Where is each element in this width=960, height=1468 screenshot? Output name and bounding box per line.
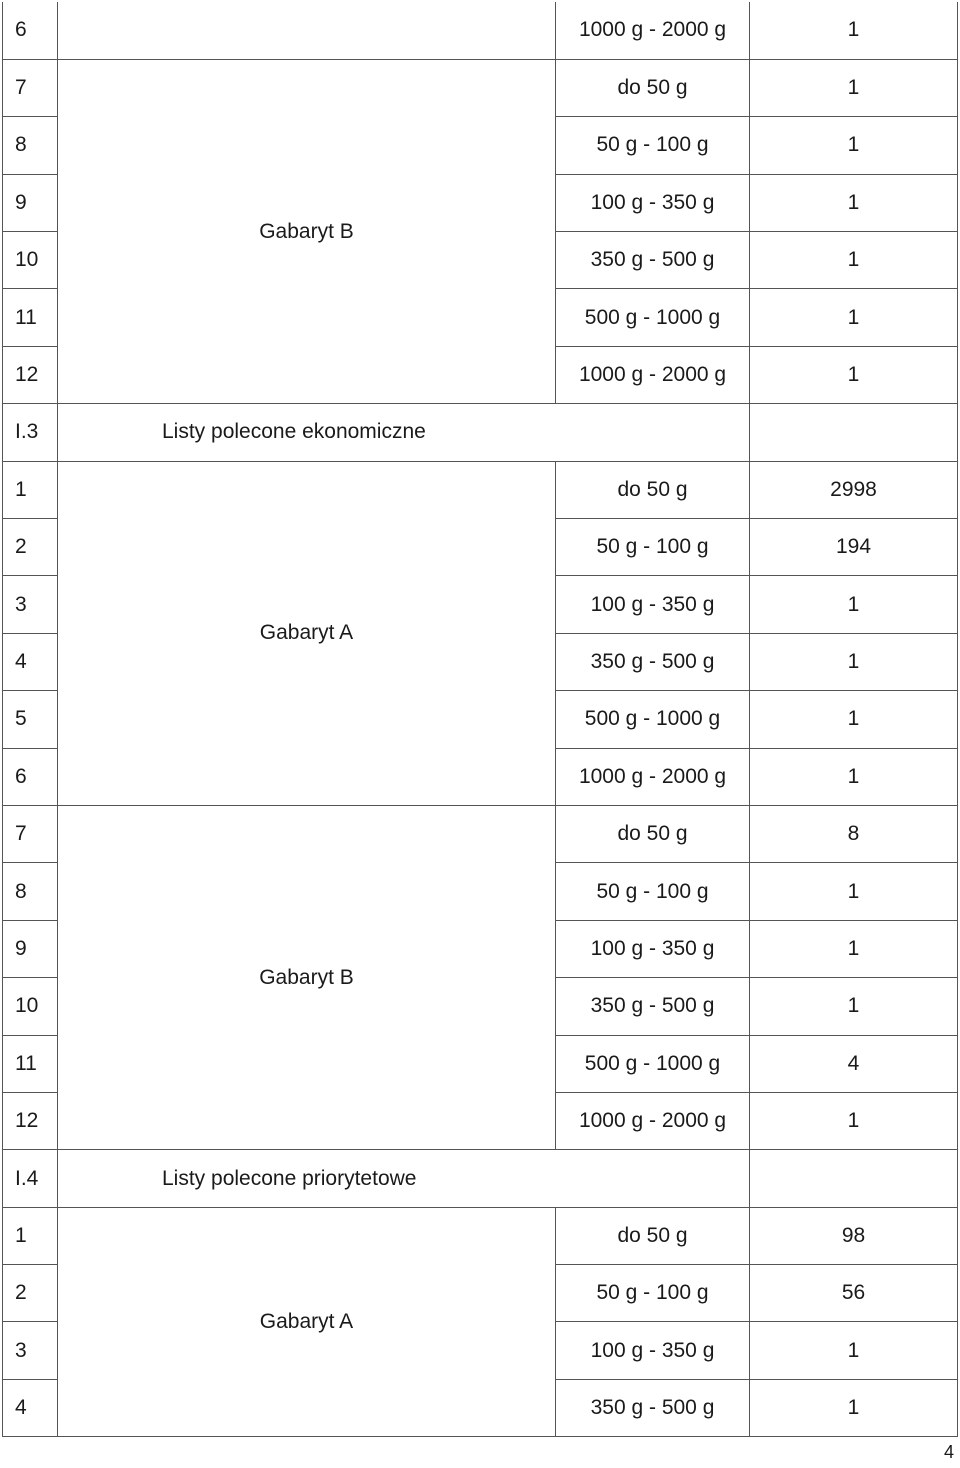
item-count: 1 bbox=[750, 863, 958, 920]
weight-range: 500 g - 1000 g bbox=[556, 289, 750, 346]
row-number: 3 bbox=[3, 1322, 58, 1379]
section-header-row bbox=[3, 1150, 958, 1207]
item-count: 98 bbox=[750, 1207, 958, 1264]
size-group-cell: Gabaryt B bbox=[58, 59, 556, 403]
row-number: 11 bbox=[3, 1035, 58, 1092]
item-count: 1 bbox=[750, 346, 958, 403]
table-body bbox=[3, 2, 958, 1437]
weight-range: do 50 g bbox=[556, 461, 750, 518]
row-number: 8 bbox=[3, 117, 58, 174]
item-count: 1 bbox=[750, 2, 958, 59]
item-count: 1 bbox=[750, 576, 958, 633]
weight-range: 500 g - 1000 g bbox=[556, 1035, 750, 1092]
weight-range: do 50 g bbox=[556, 59, 750, 116]
row-number: 12 bbox=[3, 346, 58, 403]
item-count: 1 bbox=[750, 117, 958, 174]
size-group-cell: Gabaryt A bbox=[58, 1207, 556, 1437]
weight-range: 50 g - 100 g bbox=[556, 1265, 750, 1322]
weight-range: 1000 g - 2000 g bbox=[556, 346, 750, 403]
item-count: 8 bbox=[750, 805, 958, 862]
weight-range: 50 g - 100 g bbox=[556, 519, 750, 576]
row-number: 4 bbox=[3, 1379, 58, 1436]
item-count: 1 bbox=[750, 1092, 958, 1149]
weight-range: 100 g - 350 g bbox=[556, 576, 750, 633]
table-row bbox=[3, 805, 958, 862]
page-number: 4 bbox=[943, 1442, 954, 1462]
row-number: 12 bbox=[3, 1092, 58, 1149]
item-count: 1 bbox=[750, 633, 958, 690]
row-number: 9 bbox=[3, 174, 58, 231]
section-title: Listy polecone priorytetowe bbox=[58, 1150, 750, 1207]
parcel-count-table bbox=[2, 2, 958, 1437]
weight-range: 500 g - 1000 g bbox=[556, 691, 750, 748]
weight-range: 350 g - 500 g bbox=[556, 232, 750, 289]
item-count: 2998 bbox=[750, 461, 958, 518]
size-group-cell: Gabaryt B bbox=[58, 805, 556, 1149]
row-number: 4 bbox=[3, 633, 58, 690]
row-number: 1 bbox=[3, 1207, 58, 1264]
table-row bbox=[3, 461, 958, 518]
section-id: I.4 bbox=[3, 1150, 58, 1207]
table-row bbox=[3, 2, 958, 59]
weight-range: do 50 g bbox=[556, 1207, 750, 1264]
item-count: 1 bbox=[750, 1379, 958, 1436]
size-group-cell: Gabaryt A bbox=[58, 461, 556, 805]
item-count: 1 bbox=[750, 978, 958, 1035]
weight-range: 350 g - 500 g bbox=[556, 633, 750, 690]
section-id: I.3 bbox=[3, 404, 58, 461]
item-count: 1 bbox=[750, 691, 958, 748]
row-number: 3 bbox=[3, 576, 58, 633]
weight-range: 350 g - 500 g bbox=[556, 978, 750, 1035]
weight-range: 100 g - 350 g bbox=[556, 920, 750, 977]
row-number: 6 bbox=[3, 2, 58, 59]
item-count: 1 bbox=[750, 59, 958, 116]
section-header-empty-cell bbox=[750, 1150, 958, 1207]
weight-range: do 50 g bbox=[556, 805, 750, 862]
row-number: 8 bbox=[3, 863, 58, 920]
row-number: 5 bbox=[3, 691, 58, 748]
row-number: 1 bbox=[3, 461, 58, 518]
item-count: 4 bbox=[750, 1035, 958, 1092]
table-row bbox=[3, 1207, 958, 1264]
section-header-row bbox=[3, 404, 958, 461]
row-number: 10 bbox=[3, 232, 58, 289]
weight-range: 1000 g - 2000 g bbox=[556, 1092, 750, 1149]
section-header-empty-cell bbox=[750, 404, 958, 461]
weight-range: 100 g - 350 g bbox=[556, 174, 750, 231]
weight-range: 1000 g - 2000 g bbox=[556, 748, 750, 805]
size-group-cell bbox=[58, 2, 556, 59]
table-row bbox=[3, 59, 958, 116]
row-number: 2 bbox=[3, 1265, 58, 1322]
weight-range: 350 g - 500 g bbox=[556, 1379, 750, 1436]
section-title: Listy polecone ekonomiczne bbox=[58, 404, 750, 461]
item-count: 1 bbox=[750, 1322, 958, 1379]
row-number: 2 bbox=[3, 519, 58, 576]
item-count: 194 bbox=[750, 519, 958, 576]
weight-range: 50 g - 100 g bbox=[556, 863, 750, 920]
item-count: 1 bbox=[750, 232, 958, 289]
row-number: 7 bbox=[3, 805, 58, 862]
item-count: 1 bbox=[750, 748, 958, 805]
item-count: 56 bbox=[750, 1265, 958, 1322]
row-number: 11 bbox=[3, 289, 58, 346]
item-count: 1 bbox=[750, 920, 958, 977]
row-number: 7 bbox=[3, 59, 58, 116]
row-number: 9 bbox=[3, 920, 58, 977]
row-number: 10 bbox=[3, 978, 58, 1035]
weight-range: 50 g - 100 g bbox=[556, 117, 750, 174]
weight-range: 100 g - 350 g bbox=[556, 1322, 750, 1379]
item-count: 1 bbox=[750, 289, 958, 346]
item-count: 1 bbox=[750, 174, 958, 231]
row-number: 6 bbox=[3, 748, 58, 805]
weight-range: 1000 g - 2000 g bbox=[556, 2, 750, 59]
